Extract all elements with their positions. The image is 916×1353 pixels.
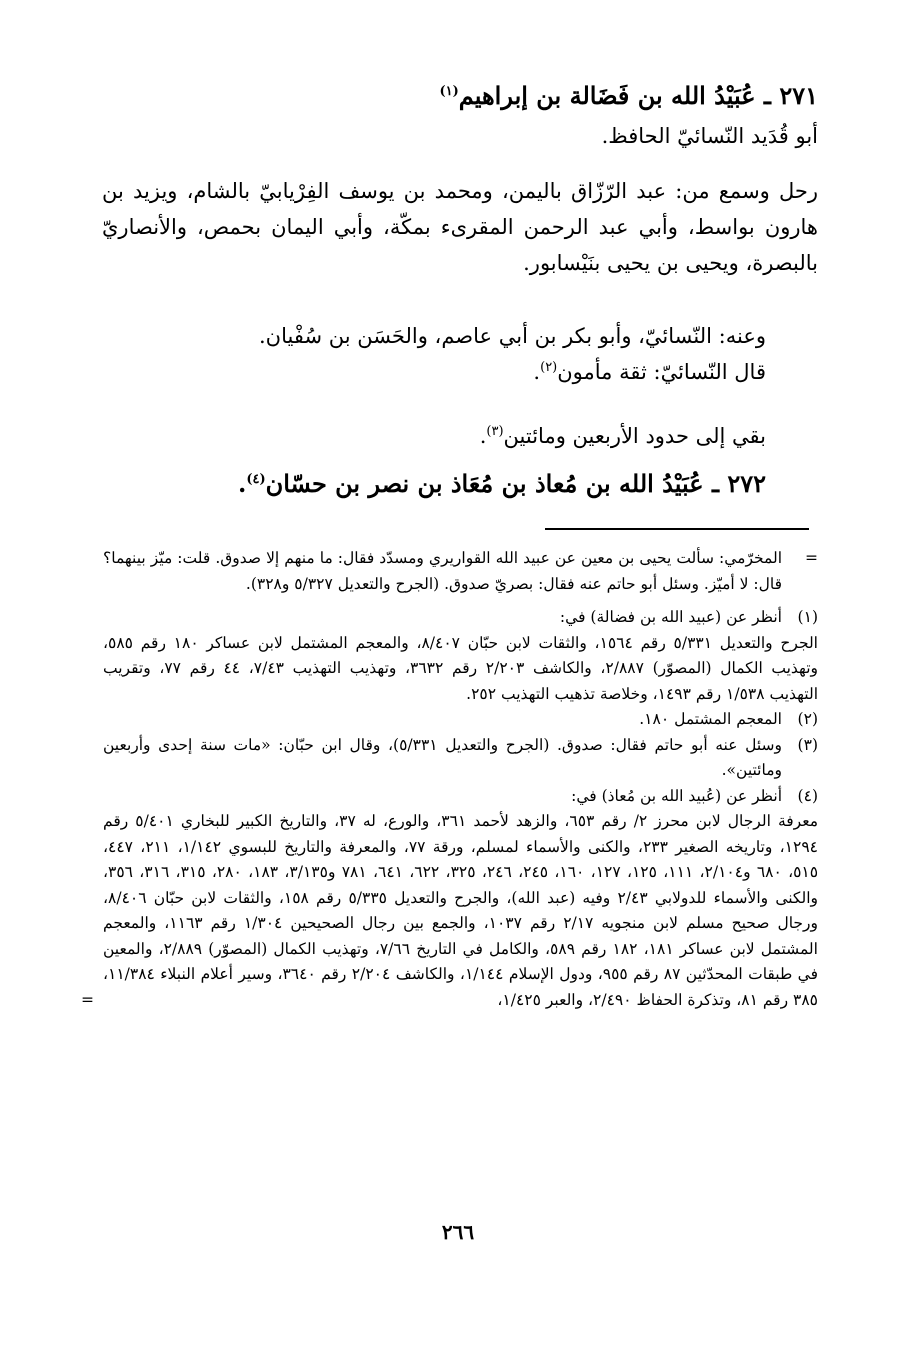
entry-271-travels: رحل وسمع من: عبد الرّزّاق باليمن، ومحمد بن يوسف الفِرْيابيّ بالشام، ويزيد بن هارون بواسط، وأبي عبد الرحمن المقرىء بمكّة، وأبي اليمان بحمص، والأنصاريّ بالبصرة، ويحيى بن يحيى بنَيْسابور. [102,179,818,275]
page-number: ٢٦٦ [441,1220,475,1244]
footnote-ref-1: (١) [439,84,459,99]
entry-271-assessment: قال النّسائيّ: ثقة مأمون$^{(٢)}$. [533,360,766,384]
continuation-text: المخرّمي: سألت يحيى بن معين عن عبيد الله القواريري ومسدّد فقال: ما منهم إلا صدوق. قلت: ميّز بينهما؟ قال: لا أميّز. وسئل أبو حاتم عنه فقال: بصريّ صدوق. (الجرح والتعديل ٥/٣٢٧ و٣٢٨). [103,549,782,593]
footnote-continuation [103,546,818,597]
footnote-ref-4: (٤) [246,472,266,487]
footnote-1-head: أنظر عن (عبيد الله بن فضالة) في: [559,608,782,626]
footnote-1 [103,605,818,631]
footnote-3-text: وسئل عنه أبو حاتم فقال: صدوق. (الجرح والتعديل ٥/٣٣١)، وقال ابن حبّان: «مات سنة إحدى وأربعين ومائتين». [103,735,782,779]
footnote-4-head: أنظر عن (عُبيد الله بن مُعاذ) في: [571,786,782,805]
assessment-text: قال النّسائيّ: ثقة مأمون [557,360,766,384]
footnote-4 [103,784,818,810]
entry-272-title: ٢٧٢ ـ عُبَيْدُ الله بن مُعاذ بن مُعَاذ بن نصر بن حسّان$^{(٤)}$. [237,469,766,498]
footnote-4-text: معرفة الرجال لابن محرز ٢/ رقم ٦٥٣، والزهد لأحمد ٣٦١، والورع، له ٣٧، والتاريخ الكبير للبخاري ٥/٤٠١ رقم ١٢٩٤، وتاريخه الصغير ٢٣٣، والكنى والأسماء لمسلم، ورقة ٧٧، والمعرفة والتاريخ للبسوي ١/١٤٢، ٢١١، ٤٤٧، ٥١٥، ٦٨٠ و٢/١٠٤، ١١١، ١٢٥، ١٢٧، ١٦٠، ٢٤٥، ٢٤٦، ٣٢٥، ٦٢٢، ٦٤١، ٧٨١ و٣/١٣٥، ١٨٣، ٢٨٠، ٣١٥، ٣١٦، ٣٥٦، والكنى والأسماء للدولابي ٢/٤٣ وفيه (عبد الله)، والجرح والتعديل ٥/٣٣٥ رقم ١٥٨، والثقات لابن حبّان ٨/٤٠٦، ورجال صحيح مسلم لابن منجويه ٢/١٧ رقم ١٠٣٧، والجمع بين رجال الصحيحين ١/٣٠٤ رقم ١١٦٣، والمعجم المشتمل لابن عساكر ١٨١، ١٨٢ رقم ٥٨٩، والكامل في التاريخ ٧/٦٦، وتهذيب الكمال (المصوّر) ٢/٨٨٩، والمعين في طبقات المحدّثين ٨٧ رقم ٩٥٥، ودول الإسلام ١/١٤٤، والكاشف ٢/٢٠٤ رقم ٣٦٤٠، وسير أعلام النبلاء ١١/٣٨٤، ٣٨٥ رقم ٨١، وتذكرة الحفاظ ٢/٤٩٠، والعبر ١/٤٢٥، [103,812,819,1009]
footnote-2-marker: (٢) [797,710,818,728]
footnote-4-continues-marker: = [81,990,94,1009]
entry-271-death: بقي إلى حدود الأربعين ومائتين$^{(٣)}$. [479,424,766,448]
entry-272-heading: ٢٧٢ ـ عُبَيْدُ الله بن مُعاذ بن مُعَاذ بن نصر بن حسّان [265,469,766,498]
entry-271-students: وعنه: النّسائيّ، وأبو بكر بن أبي عاصم، والحَسَن بن سُفْيان. [258,324,766,348]
footnote-2-text: المعجم المشتمل ١٨٠. [639,710,782,728]
footnote-separator [545,528,809,530]
footnote-2 [103,707,818,733]
entry-271-heading: ٢٧١ ـ عُبَيْدُ الله بن فَضَالة بن إبراهيم [458,81,818,110]
continuation-marker: = [805,549,818,567]
footnotes [81,546,819,1013]
footnote-ref-3: (٣) [486,424,504,439]
footnote-4-body [81,809,819,1013]
footnote-ref-2: (٢) [540,360,558,375]
footnote-1-body: الجرح والتعديل ٥/٣٣١ رقم ١٥٦٤، والثقات لابن حبّان ٨/٤٠٧، والمعجم المشتمل لابن عساكر ١٨٠ رقم ٥٨٥، وتهذيب الكمال (المصوّر) ٢/٨٨٧، والكاشف ٢/٢٠٣ رقم ٣٦٣٢، وتهذيب التهذيب ٧/٤٣، ٤٤ رقم ٧٧، وتقريب التهذيب ١/٥٣٨ رقم ١٤٩٣، وخلاصة تذهيب التهذيب ٢٥٢. [103,633,818,703]
entry-271-kunya: أبو قُدَيد النّسائيّ الحافظ. [601,124,818,148]
footnote-1-marker: (١) [797,608,818,626]
entry-271-title [102,78,818,114]
footnote-3-marker: (٣) [797,735,818,754]
death-text: بقي إلى حدود الأربعين ومائتين [503,424,766,448]
footnote-4-marker: (٤) [797,786,818,805]
footnote-3 [103,733,818,784]
